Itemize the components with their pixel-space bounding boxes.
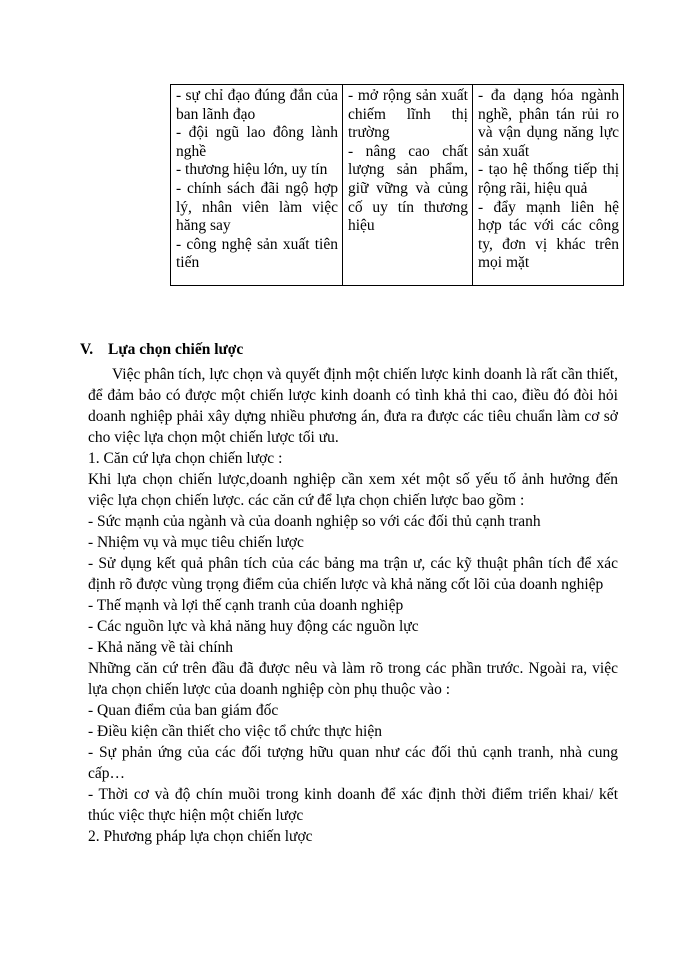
- dependency-item: - Thời cơ và độ chín muồi trong kinh doanh để xác định thời điểm triển khai/ kết thúc việc thực hiện một chiến lược: [88, 786, 618, 824]
- table-cell-item: - nâng cao chất lượng sản phẩm, giữ vững và củng cố uy tín thương hiệu: [348, 142, 468, 235]
- criteria-item: - Thế mạnh và lợi thế cạnh tranh của doanh nghiệp: [88, 597, 404, 614]
- intro-paragraph: Việc phân tích, lực chọn và quyết định một chiến lược kinh doanh là rất cần thiết, để đảm bảo có được một chiến lược kinh doanh có tình khả thi cao, điều đó đòi hỏi doanh nghiệp phải xây dựng nhiều phương án, đưa ra được các tiêu chuẩn làm cơ sở cho việc lựa chọn một chiến lược tối ưu.: [88, 366, 618, 446]
- criteria-item: - Các nguồn lực và khả năng huy động các nguồn lực: [88, 618, 419, 635]
- table-cell-item: - mở rộng sản xuất chiếm lĩnh thị trường: [348, 87, 468, 142]
- dependency-item: - Điều kiện cần thiết cho việc tổ chức thực hiện: [88, 723, 382, 740]
- table-cell-item: - đẩy mạnh liên hệ hợp tác với các công ty, đơn vị khác trên mọi mặt: [478, 198, 619, 272]
- strategy-table: [170, 84, 624, 286]
- table-cell-item: - thương hiệu lớn, uy tín: [176, 161, 328, 179]
- subsection-title-2: 2. Phương pháp lựa chọn chiến lược: [88, 828, 313, 845]
- dependency-item: - Quan điểm của ban giám đốc: [88, 702, 279, 719]
- section-strategy-selection: [80, 339, 618, 847]
- dependency-item: - Sự phản ứng của các đối tượng hữu quan như các đối thủ cạnh tranh, nhà cung cấp…: [88, 744, 618, 782]
- table-cell-item: - công nghệ sản xuất tiên tiến: [176, 235, 338, 272]
- criteria-item: - Khả năng về tài chính: [88, 639, 234, 656]
- table-column-strategies: [472, 85, 623, 285]
- criteria-item: - Nhiệm vụ và mục tiêu chiến lược: [88, 534, 304, 551]
- criteria-item: - Sức mạnh của ngành và của doanh nghiệp so với các đối thủ cạnh tranh: [88, 513, 541, 530]
- table-cell-item: - tạo hệ thống tiếp thị rộng rãi, hiệu quả: [478, 161, 619, 197]
- table-cell-item: - chính sách đãi ngộ hợp lý, nhân viên làm việc hăng say: [176, 179, 338, 235]
- dependency-paragraph: Những căn cứ trên đầu đã được nêu và làm rõ trong các phần trước. Ngoài ra, việc lựa chọn chiến lược của doanh nghiệp còn phụ thuộc vào :: [88, 660, 618, 698]
- table-column-strengths: [171, 85, 342, 285]
- criteria-intro-paragraph: Khi lựa chọn chiến lược,doanh nghiệp cần xem xét một số yếu tố ảnh hưởng đến việc lựa chọn chiến lược. các căn cứ để lựa chọn chiến lược bao gồm :: [88, 471, 618, 509]
- table-column-goals: [342, 85, 472, 285]
- section-title: Lựa chọn chiến lược: [108, 341, 244, 358]
- criteria-item: - Sử dụng kết quả phân tích của các bảng ma trận ư, các kỹ thuật phân tích để xác định rõ được vùng trọng điểm của chiến lược và khả năng cốt lõi của doanh nghiệp: [88, 555, 618, 593]
- table-cell-item: - sự chỉ đạo đúng đắn của ban lãnh đạo: [176, 87, 338, 123]
- section-heading: [80, 339, 618, 360]
- section-number: V.: [80, 341, 94, 358]
- table-cell-item: - đội ngũ lao đông lành nghề: [176, 124, 338, 160]
- subsection-title-1: 1. Căn cứ lựa chọn chiến lược :: [88, 450, 283, 467]
- table-cell-item: - đa dạng hóa ngành nghề, phân tán rủi ro và vận dụng năng lực sản xuất: [478, 87, 619, 160]
